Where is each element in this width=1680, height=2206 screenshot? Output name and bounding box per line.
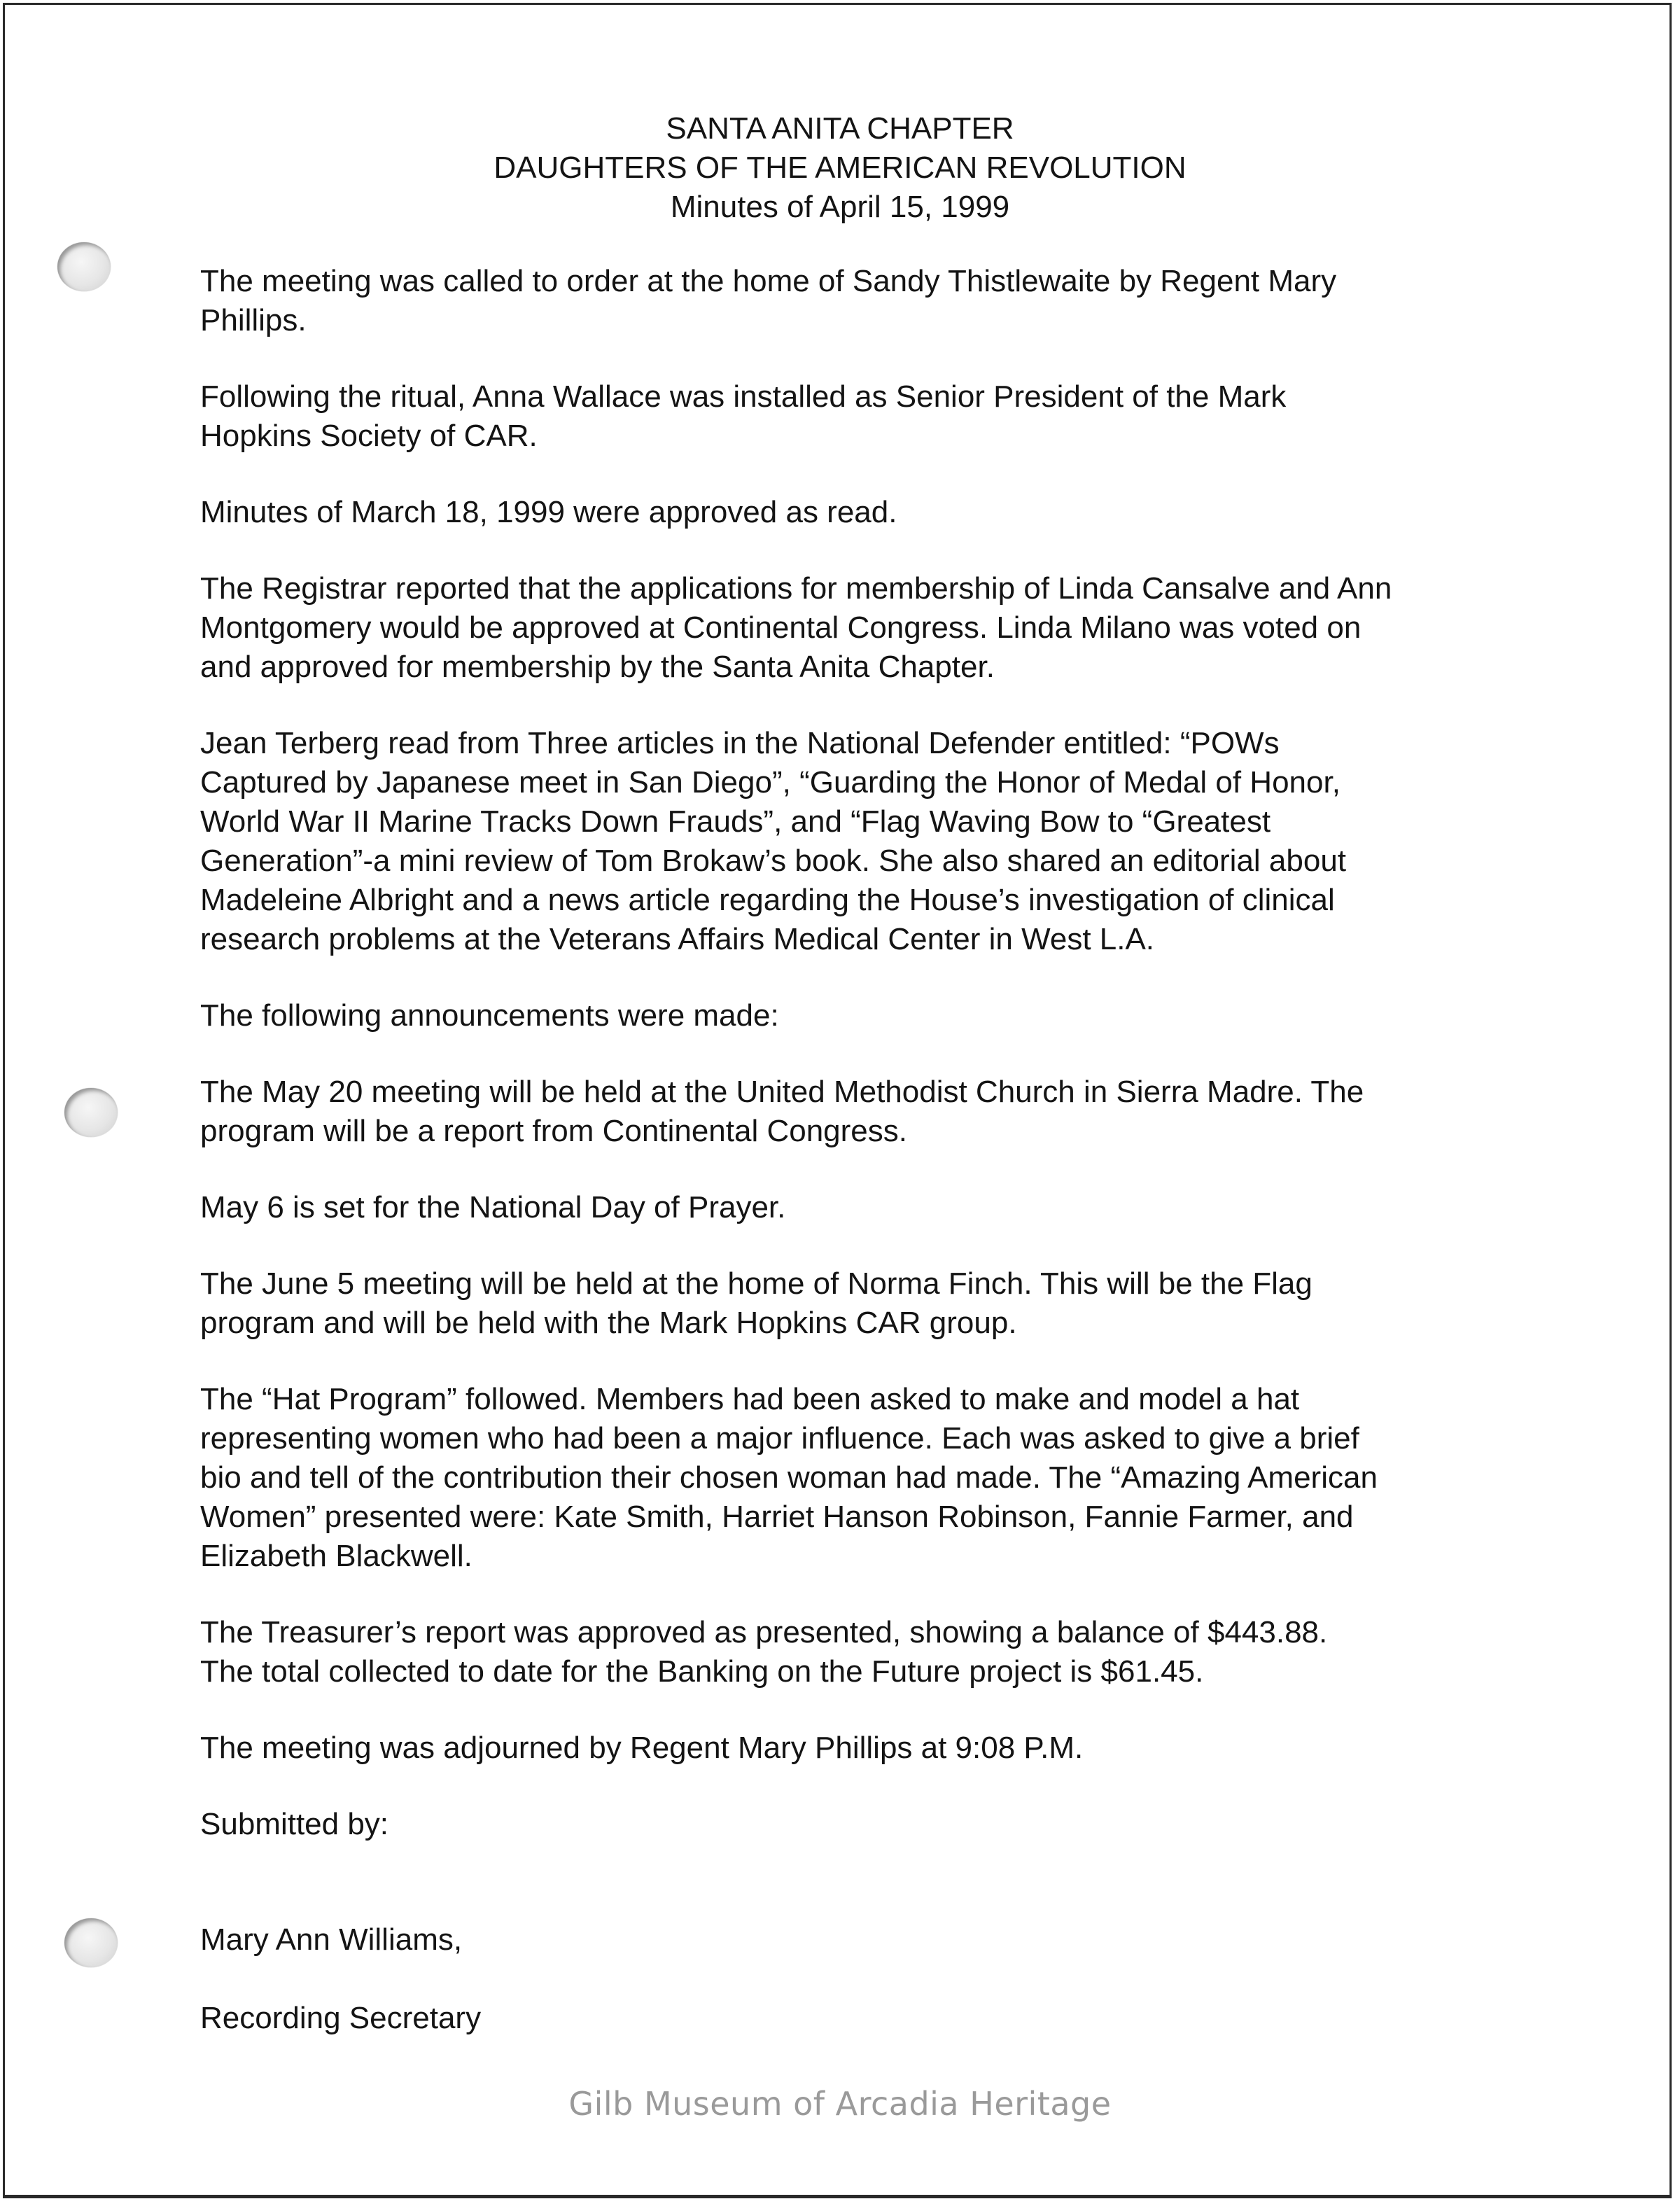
punch-hole-middle (64, 1088, 118, 1137)
minutes-date: Minutes of April 15, 1999 (670, 190, 1010, 224)
paragraph-installation: Following the ritual, Anna Wallace was installed as Senior President of the Mark Hopkins Society of CAR. (200, 379, 1287, 453)
paragraph-call-to-order: The meeting was called to order at the home of Sandy Thistlewaite by Regent Mary Phillips. (200, 264, 1337, 337)
paragraph-prior-minutes: Minutes of March 18, 1999 were approved as read. (200, 495, 897, 529)
signature-block (200, 1881, 1530, 2077)
paragraph-national-defender: Jean Terberg read from Three articles in the National Defender entitled: “POWs Captured by Japanese meet in San Diego”, “Guarding the Honor of Medal of Honor, World War II Marine Tracks Down Frauds”, and “Flag Waving Bow to “Greatest Generation”-a mini review of Tom Brokaw’s book. She also shared an editorial about Madeleine Albright and a news article regarding the House’s investigation of clinical research problems at the Veterans Affairs Medical Center in West L.A. (200, 726, 1347, 956)
paragraph-may-20-meeting: The May 20 meeting will be held at the United Methodist Church in Sierra Madre. The program will be a report from Continental Congress. (200, 1075, 1364, 1148)
museum-watermark: Gilb Museum of Arcadia Heritage (568, 2085, 1112, 2123)
document-header (0, 109, 1680, 227)
paragraph-announcements-intro: The following announcements were made: (200, 998, 779, 1033)
paragraph-hat-program: The “Hat Program” followed. Members had been asked to make and model a hat representing women who had been a major influence. Each was asked to give a brief bio and tell of the contribution their chosen woman had made. The “Amazing American Women” presented were: Kate Smith, Harriet Hanson Robinson, Fannie Farmer, and Elizabeth Blackwell. (200, 1382, 1378, 1573)
chapter-name: SANTA ANITA CHAPTER (666, 111, 1014, 146)
paragraph-june-5-meeting: The June 5 meeting will be held at the home of Norma Finch. This will be the Flag program and will be held with the Mark Hopkins CAR group. (200, 1266, 1312, 1340)
paragraph-submitted-by: Submitted by: (200, 1807, 389, 1841)
secretary-title: Recording Secretary (200, 2001, 482, 2035)
minutes-body (200, 262, 1530, 2077)
punch-hole-top (57, 242, 111, 291)
paragraph-treasurer-report: The Treasurer’s report was approved as presented, showing a balance of $443.88. The total collected to date for the Banking on the Future project is $61.45. (200, 1615, 1328, 1689)
paragraph-adjournment: The meeting was adjourned by Regent Mary Phillips at 9:08 P.M. (200, 1731, 1084, 1765)
paragraph-day-of-prayer: May 6 is set for the National Day of Prayer. (200, 1190, 786, 1224)
punch-hole-bottom (64, 1918, 118, 1967)
secretary-name: Mary Ann Williams, (200, 1922, 463, 1957)
paragraph-registrar-report: The Registrar reported that the applications for membership of Linda Cansalve and Ann Montgomery would be approved at Continental Congress. Linda Milano was voted on and approved for membership by the Santa Anita Chapter. (200, 571, 1392, 684)
organization-name: DAUGHTERS OF THE AMERICAN REVOLUTION (493, 151, 1186, 185)
